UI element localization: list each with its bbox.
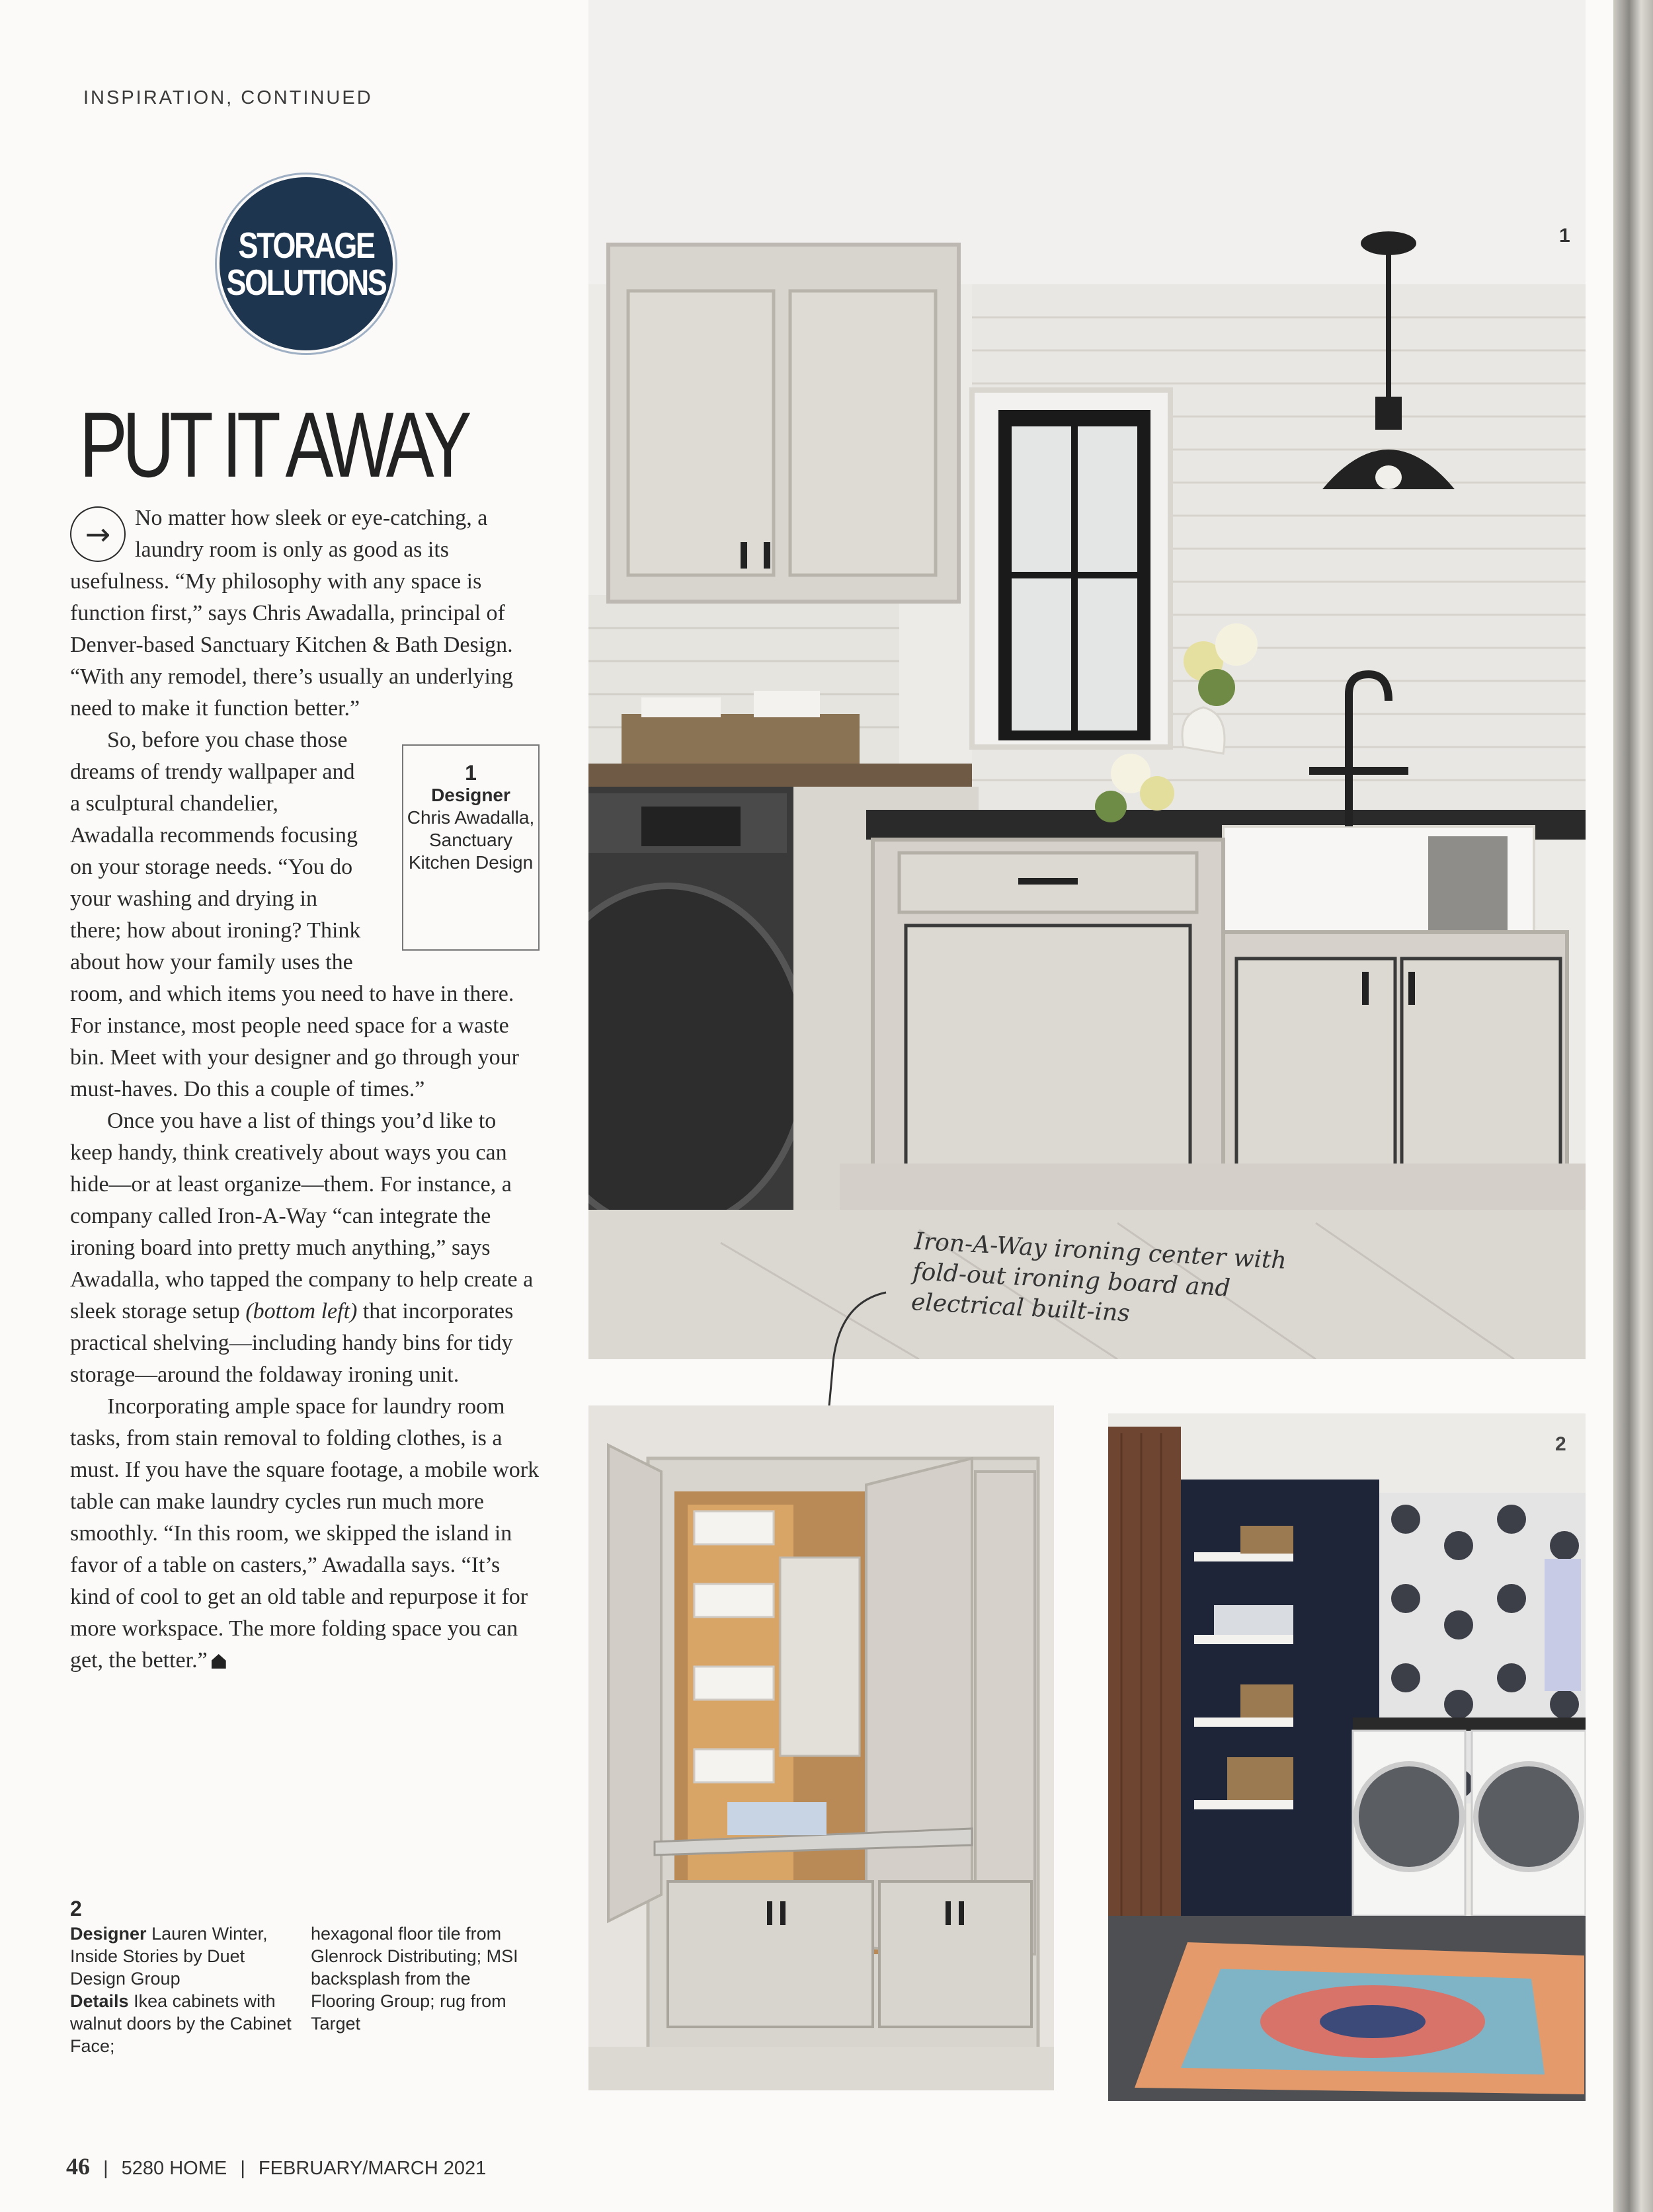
badge-line-1: STORAGE <box>238 225 374 266</box>
paragraph-4-text: Incorporating ample space for laundry room tasks, from stain removal to folding clothes, is a must. If you have the square footage, a mobile work table can make laundry cycles run much more smoothly. “In this room, we skipped the island in favor of a table on casters,” Awadalla says. “It’s kind of cool to get an old table and repurpose it for more workspace. The more folding space you can get, the better.” <box>70 1394 540 1673</box>
paragraph-4 <box>70 1391 540 1677</box>
credits-designer-text: Lauren Winter, Inside Stories by Duet Design Group <box>70 1924 268 1989</box>
callout-label: Designer <box>431 785 510 805</box>
footer-separator-1: | <box>103 2158 108 2179</box>
magazine-name: 5280 HOME <box>121 2158 227 2179</box>
footer-separator-2: | <box>240 2158 245 2179</box>
page-spine <box>1613 0 1653 2212</box>
badge-line-2: SOLUTIONS <box>226 262 386 303</box>
page-number: 46 <box>66 2153 90 2180</box>
callout-text: Chris Awadalla, Sanctuary Kitchen Design <box>407 807 535 873</box>
paragraph-2 <box>70 725 540 1105</box>
photo-1-laundry-room <box>588 0 1586 1359</box>
paragraph-3-text: Once you have a list of things you’d like to keep handy, think creatively about ways you can hide—or at least organize—them. For instance, a company called Iron-A-Way “can integrate the ironing board into pretty much anything,” says Awadalla, who tapped the company to help create a sleek storage setup <box>70 1109 534 1323</box>
photo-1-number: 1 <box>1559 225 1570 247</box>
credits-details-text-b: hexagonal floor tile from Glenrock Distributing; MSI backsplash from the Flooring Group; rug from Target <box>311 1924 518 2034</box>
photo-1-image <box>588 0 1586 1359</box>
photo-2-image <box>1108 1413 1586 2101</box>
paragraph-1 <box>70 502 540 725</box>
credits-details-text-a: Ikea cabinets with walnut doors by the Cabinet Face; <box>70 1991 292 2056</box>
page-footer <box>66 2153 486 2180</box>
storage-solutions-badge <box>220 177 393 350</box>
issue-date: FEBRUARY/MARCH 2021 <box>258 2158 487 2179</box>
photo-2-credits-col-b <box>311 1922 529 2035</box>
designer-callout-1 <box>402 744 540 951</box>
paragraph-3 <box>70 1105 540 1391</box>
photo-2-number: 2 <box>1555 1433 1566 1455</box>
credits-details-label: Details <box>70 1991 129 2011</box>
photo-annotation: Iron-A-Way ironing center with fold-out ironing board and electrical built-ins <box>910 1228 1287 1327</box>
photo-2-credits-col-a <box>70 1897 295 2057</box>
paragraph-2-text: So, before you chase those dreams of trendy wallpaper and a sculptural chandelier, Awadalla recommends focusing on your storage needs. “You do your washing and drying in there; how about ironing? Think about how your family uses the room, and which items you need to have in there. For instance, most people need space for a waste bin. Meet with your designer and go through your must-haves. Do this a couple of times.” <box>70 728 519 1101</box>
article-body <box>70 502 540 1677</box>
paragraph-3-text-b: that incorporates practical shelving—including handy bins for tidy storage—around the foldaway ironing unit. <box>70 1299 514 1387</box>
photo-2-laundry-room <box>1108 1413 1586 2101</box>
inline-photo-ref: (bottom left) <box>245 1299 358 1323</box>
arrow-right-icon: → <box>70 506 126 562</box>
article-headline: PUT IT AWAY <box>79 393 467 496</box>
credits-designer-label: Designer <box>70 1924 147 1944</box>
photo-ironing-cabinet <box>588 1405 1054 2090</box>
photo-ironing-image <box>588 1405 1054 2090</box>
credits-number: 2 <box>70 1897 82 1920</box>
end-mark-icon <box>212 1654 226 1669</box>
callout-number: 1 <box>465 761 477 785</box>
section-label: INSPIRATION, CONTINUED <box>83 87 373 108</box>
paragraph-1-text: No matter how sleek or eye-catching, a laundry room is only as good as its usefulness. “My philosophy with any space is function first,” says Chris Awadalla, principal of Denver-based Sanctuary Kitchen & Bath Design. “With any remodel, there’s usually an underlying need to make it function better.” <box>70 506 513 721</box>
